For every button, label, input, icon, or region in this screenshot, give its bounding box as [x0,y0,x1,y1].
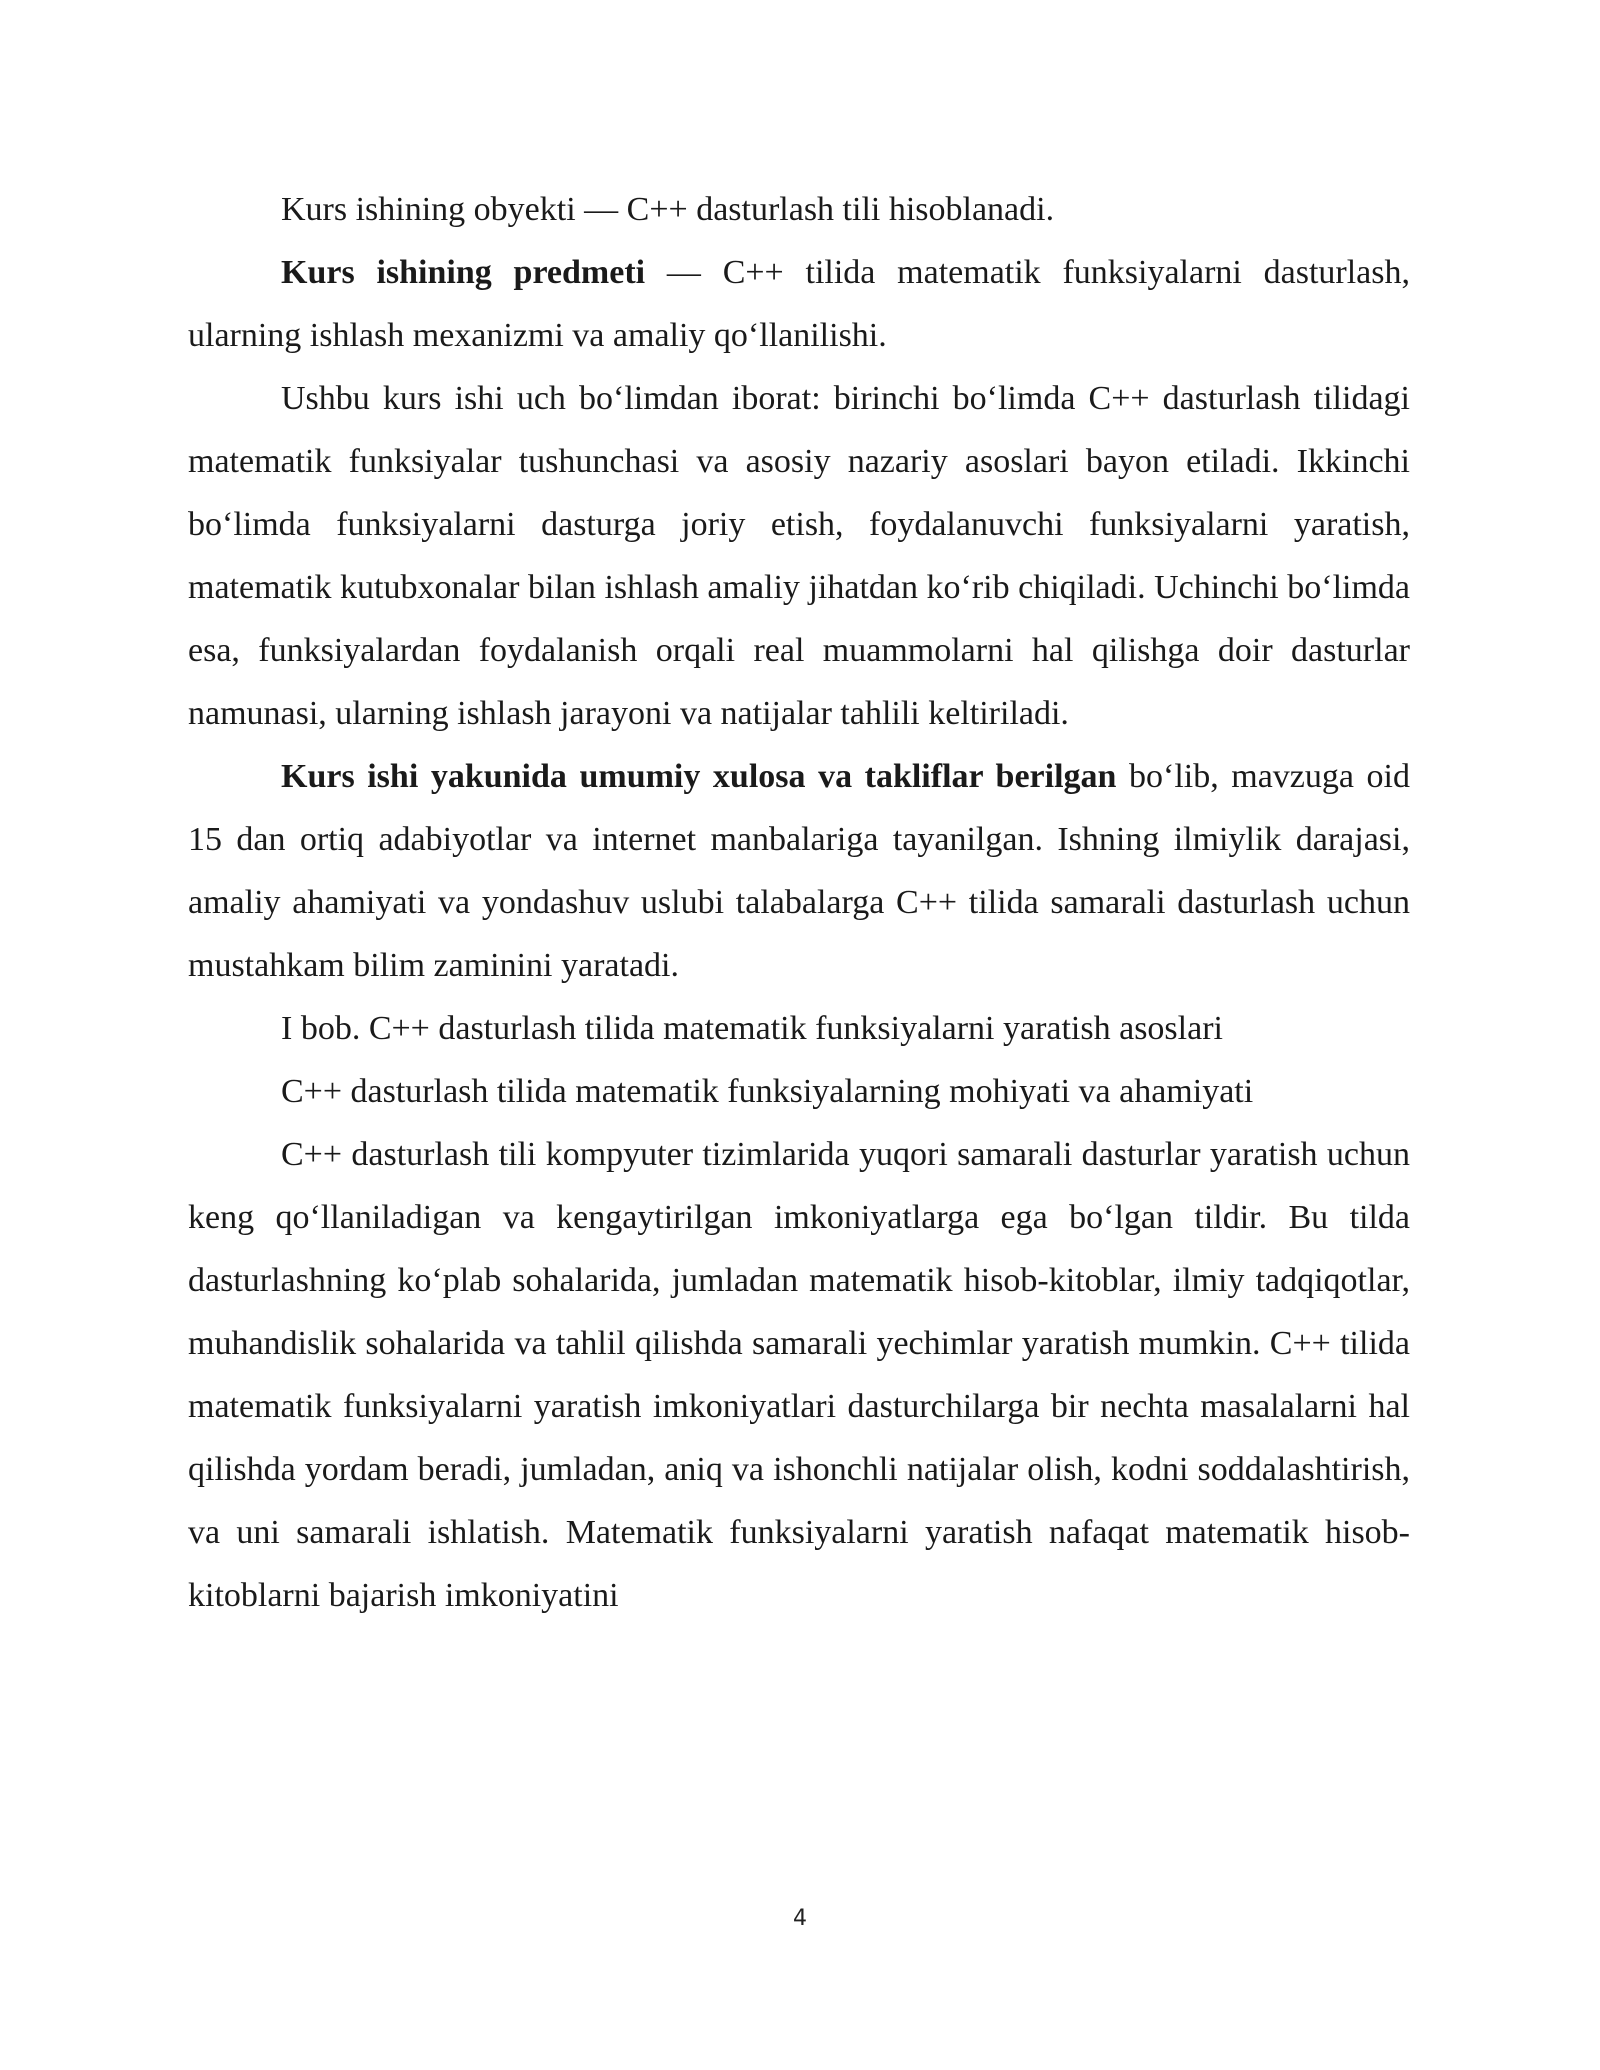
paragraph-conclusion [188,745,1410,997]
chapter-heading [188,997,1410,1060]
paragraph-text: Kurs ishining obyekti — C++ dasturlash tili hisoblanadi. [281,191,1055,228]
page-number: 4 [793,1906,807,1931]
paragraph-text: C++ dasturlash tilida matematik funksiyalarning mohiyati va ahamiyati [281,1073,1254,1110]
body-text [188,178,1410,1627]
paragraph-text: Ushbu kurs ishi uch bo‘limdan iborat: birinchi bo‘limda C++ dasturlash tilidagi matematik funksiyalar tushunchasi va asosiy nazariy asoslari bayon etiladi. Ikkinchi bo‘limda funksiyalarni dasturga joriy etish, foydalanuvchi funksiyalarni yaratish, matematik kutubxonalar bilan ishlash amaliy jihatdan ko‘rib chiqiladi. Uchinchi bo‘limda esa, funksiyalardan foydalanish orqali real muammolarni hal qilishga doir dasturlar namunasi, ularning ishlash jarayoni va natijalar tahlili keltiriladi. [188,380,1410,732]
paragraph-text: bo‘lib, mavzuga oid 15 dan ortiq adabiyotlar va internet manbalariga tayanilgan. Ishning ilmiylik darajasi, amaliy ahamiyati va yondashuv uslubi talabalarga C++ tilida samarali dasturlash uchun mustahkam bilim zaminini yaratadi. [188,758,1410,984]
paragraph-subject [188,241,1410,367]
paragraph-intro-cpp [188,1123,1410,1627]
paragraph-text: I bob. C++ dasturlash tilida matematik funksiyalarni yaratish asoslari [281,1010,1223,1047]
paragraph-object [188,178,1410,241]
section-heading [188,1060,1410,1123]
paragraph-bold-lead: Kurs ishining predmeti [281,254,646,291]
paragraph-bold-lead: Kurs ishi yakunida umumiy xulosa va takliflar berilgan [281,758,1117,795]
paragraph-text: C++ dasturlash tili kompyuter tizimlarida yuqori samarali dasturlar yaratish uchun keng qo‘llaniladigan va kengaytirilgan imkoniyatlarga ega bo‘lgan tildir. Bu tilda dasturlashning ko‘plab sohalarida, jumladan matematik hisob-kitoblar, ilmiy tadqiqotlar, muhandislik sohalarida va tahlil qilishda samarali yechimlar yaratish mumkin. C++ tilida matematik funksiyalarni yaratish imkoniyatlari dasturchilarga bir nechta masalalarni hal qilishda yordam beradi, jumladan, aniq va ishonchli natijalar olish, kodni soddalashtirish, va uni samarali ishlatish. Matematik funksiyalarni yaratish nafaqat matematik hisob-kitoblarni bajarish imkoniyatini [188,1136,1410,1614]
paragraph-structure [188,367,1410,745]
paragraph-text: — C++ tilida matematik funksiyalarni dasturlash, ularning ishlash mexanizmi va amaliy qo‘llanilishi. [188,254,1410,354]
